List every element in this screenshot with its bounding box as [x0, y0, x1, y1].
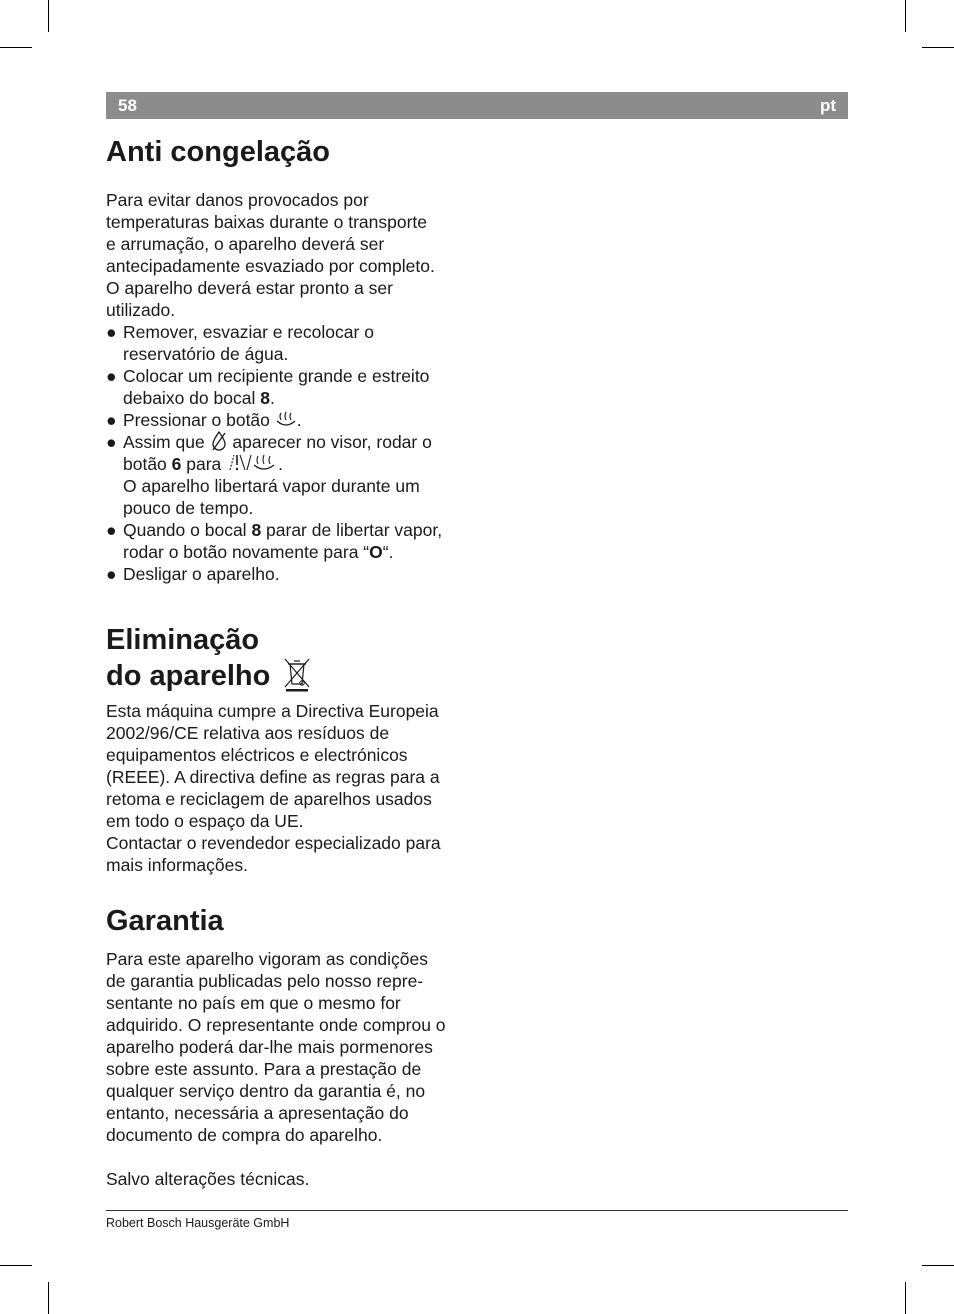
- text-line: qualquer serviço dentro da garantia é, no: [106, 1081, 426, 1101]
- text-line: adquirido. O representante onde comprou o: [106, 1015, 446, 1035]
- crop-mark: [922, 1265, 954, 1266]
- text-line: [123, 409, 471, 431]
- steam-button-icon: [275, 411, 297, 429]
- section-title-warranty: Garantia: [106, 905, 224, 937]
- list-item: [106, 409, 471, 431]
- bullet-icon: ●: [106, 520, 117, 540]
- text-line: entanto, necessária a apresentação do: [106, 1103, 409, 1123]
- text-line: Desligar o aparelho.: [123, 564, 280, 584]
- text-line: [123, 431, 471, 453]
- text-line: retoma e reciclagem de aparelhos usados: [106, 789, 432, 809]
- text-line: [123, 519, 471, 541]
- text-line: Para este aparelho vigoram as condições: [106, 949, 428, 969]
- list-item: [106, 519, 471, 563]
- text-line: Remover, esvaziar e recolocar o: [123, 322, 374, 342]
- text-fragment: parar de libertar vapor,: [261, 520, 443, 540]
- text-line: e arrumação, o aparelho deverá ser: [106, 234, 385, 254]
- text-line: Para evitar danos provocados por: [106, 190, 369, 210]
- section-title-disposal: [106, 624, 471, 692]
- text-line: de garantia publicadas pelo nosso repre-: [106, 971, 424, 991]
- text-line: pouco de tempo.: [123, 498, 254, 518]
- text-fragment: .: [296, 410, 302, 430]
- text-fragment: Quando o bocal: [123, 520, 252, 540]
- text-line: O aparelho libertará vapor durante um: [123, 476, 420, 496]
- text-fragment: rodar o botão novamente para “: [123, 542, 370, 562]
- bullet-icon: ●: [106, 564, 117, 584]
- bullet-icon: ●: [106, 432, 117, 452]
- list-item: [106, 431, 471, 519]
- warning-steam-icon: [226, 453, 278, 473]
- text-line: sentante no país em que o mesmo for: [106, 993, 401, 1013]
- list-item: [106, 563, 471, 585]
- text-line: equipamentos eléctricos e electrónicos: [106, 745, 408, 765]
- technical-changes-note: Salvo alterações técnicas.: [106, 1169, 310, 1189]
- crop-mark: [48, 0, 49, 32]
- text-line: em todo o espaço da UE.: [106, 811, 304, 831]
- crop-mark: [922, 47, 954, 48]
- disposal-text: [106, 700, 471, 876]
- text-line: documento de compra do aparelho.: [106, 1125, 383, 1145]
- text-line: antecipadamente esvaziado por completo.: [106, 256, 435, 276]
- nozzle-ref-number: 8: [251, 520, 262, 540]
- anti-freeze-steps: [106, 321, 471, 585]
- text-column: [106, 130, 471, 1190]
- language-code: pt: [819, 95, 836, 115]
- crossed-bin-icon: [282, 656, 312, 692]
- text-line: O aparelho deverá estar pronto a ser: [106, 278, 393, 298]
- nozzle-ref-number: 8: [260, 388, 270, 408]
- text-fragment: botão: [123, 454, 172, 474]
- no-water-icon: [210, 431, 228, 451]
- crop-mark: [0, 47, 32, 48]
- text-line: mais informações.: [106, 855, 248, 875]
- text-fragment: “.: [382, 542, 394, 562]
- text-fragment: .: [278, 454, 284, 474]
- text-fragment: Assim que: [123, 432, 210, 452]
- crop-mark: [905, 0, 906, 32]
- title-fragment: do aparelho: [106, 660, 271, 692]
- crop-mark: [48, 1282, 49, 1314]
- text-line: [123, 541, 471, 563]
- bullet-icon: ●: [106, 410, 117, 430]
- text-fragment: Pressionar o botão: [123, 410, 275, 430]
- section-title-anti-freeze: Anti congelação: [106, 136, 330, 168]
- anti-freeze-intro: [106, 189, 471, 321]
- text-line: reservatório de água.: [123, 344, 289, 364]
- text-line: 2002/96/CE relativa aos resíduos de: [106, 723, 390, 743]
- text-fragment: para: [181, 454, 227, 474]
- crop-mark: [0, 1265, 32, 1266]
- text-line: Contactar o revendedor especializado para: [106, 833, 441, 853]
- text-line: Colocar um recipiente grande e estreito: [123, 366, 430, 386]
- page-number: 58: [118, 95, 137, 115]
- text-fragment: debaixo do bocal: [123, 388, 261, 408]
- text-line: aparelho poderá dar-lhe mais pormenores: [106, 1037, 433, 1057]
- list-item: [106, 321, 471, 365]
- text-fragment: .: [269, 388, 275, 408]
- bullet-icon: ●: [106, 366, 117, 386]
- text-fragment: aparecer no visor, rodar o: [227, 432, 432, 452]
- list-item: [106, 365, 471, 409]
- footer-company: Robert Bosch Hausgeräte GmbH: [106, 1216, 290, 1230]
- text-line: temperaturas baixas durante o transporte: [106, 212, 428, 232]
- crop-mark: [905, 1282, 906, 1314]
- off-position-label: O: [369, 542, 383, 562]
- footer-divider: [106, 1210, 848, 1211]
- title-line: [106, 656, 471, 692]
- text-line: (REEE). A directiva define as regras para a: [106, 767, 440, 787]
- text-line: Esta máquina cumpre a Directiva Europeia: [106, 701, 439, 721]
- knob-ref-number: 6: [171, 454, 182, 474]
- text-line: [123, 387, 471, 409]
- text-line: [123, 453, 471, 475]
- warranty-text: [106, 948, 471, 1146]
- bullet-icon: ●: [106, 322, 117, 342]
- title-line: Eliminação: [106, 624, 260, 656]
- page-header-bar: [106, 92, 848, 119]
- text-line: sobre este assunto. Para a prestação de: [106, 1059, 422, 1079]
- text-line: utilizado.: [106, 300, 176, 320]
